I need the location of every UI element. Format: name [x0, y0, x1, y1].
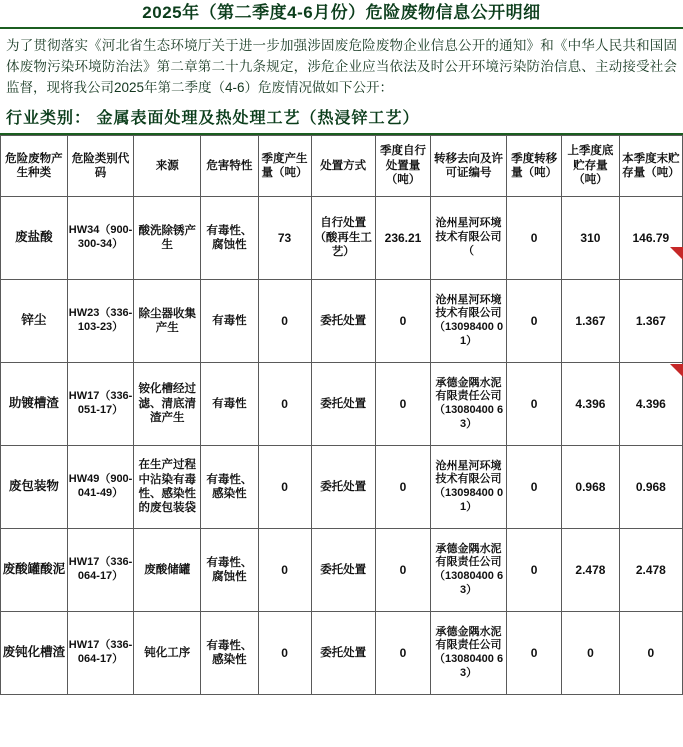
- cell-prev-storage: 2.478: [562, 529, 620, 612]
- header-cell: 季度自行处置量（吨）: [375, 136, 430, 197]
- cell-prev-storage: 0.968: [562, 446, 620, 529]
- cell-end-storage: 1.367: [619, 280, 682, 363]
- cell-waste-name: 废包装物: [1, 446, 68, 529]
- cell-destination: 沧州星河环境技术有限公司（13098400 01）: [431, 280, 507, 363]
- cell-waste-name: 废酸罐酸泥: [1, 529, 68, 612]
- cell-transfer: 0: [506, 529, 561, 612]
- cell-hazard: 有毒性: [201, 363, 259, 446]
- header-cell: 处置方式: [311, 136, 375, 197]
- header-cell: 上季度底贮存量（吨）: [562, 136, 620, 197]
- header-cell: 危害特性: [201, 136, 259, 197]
- cell-method: 自行处置（酸再生工艺）: [311, 197, 375, 280]
- title-bar: [0, 0, 683, 29]
- cell-end-storage: 0: [619, 612, 682, 695]
- cell-waste-name: 助镀槽渣: [1, 363, 68, 446]
- cell-end-storage: 4.396: [619, 363, 682, 446]
- page-title: 2025年（第二季度4-6月份）危险废物信息公开明细: [142, 3, 541, 22]
- table-row: [1, 612, 683, 695]
- table-row: [1, 363, 683, 446]
- cell-waste-name: 废盐酸: [1, 197, 68, 280]
- cell-prev-storage: 1.367: [562, 280, 620, 363]
- cell-quantity: 0: [258, 529, 311, 612]
- cell-method: 委托处置: [311, 446, 375, 529]
- cell-waste-code: HW23（336-103-23）: [67, 280, 134, 363]
- cell-self-disposal: 0: [375, 612, 430, 695]
- cell-waste-name: 废钝化槽渣: [1, 612, 68, 695]
- cell-quantity: 0: [258, 280, 311, 363]
- cell-source: 铵化槽经过滤、清底清渣产生: [134, 363, 201, 446]
- intro-paragraph: 为了贯彻落实《河北省生态环境厅关于进一步加强涉固废危险废物企业信息公开的通知》和《中华人民共和国固体废物污染环境防治法》第二章第二十九条规定，涉危企业应当依法及时公开环境污染防治信息、主动接受社会监督，现将我公司2025年第二季度（4-6）危废情况做如下公开：: [6, 38, 677, 96]
- header-cell: 转移去向及许可证编号: [431, 136, 507, 197]
- cell-hazard: 有毒性: [201, 280, 259, 363]
- cell-waste-code: HW17（336-064-17）: [67, 612, 134, 695]
- industry-category: 行业类别： 金属表面处理及热处理工艺（热浸锌工艺）: [6, 110, 420, 128]
- cell-destination: 沧州星河环境技术有限公司（: [431, 197, 507, 280]
- cell-method: 委托处置: [311, 529, 375, 612]
- cell-self-disposal: 236.21: [375, 197, 430, 280]
- cell-quantity: 0: [258, 612, 311, 695]
- cell-source: 在生产过程中沾染有毒性、感染性的废包装袋: [134, 446, 201, 529]
- table-header-row: [1, 136, 683, 197]
- cell-end-storage: 2.478: [619, 529, 682, 612]
- cell-hazard: 有毒性、感染性: [201, 446, 259, 529]
- cell-prev-storage: 0: [562, 612, 620, 695]
- cell-waste-code: HW17（336-051-17）: [67, 363, 134, 446]
- cell-source: 酸洗除锈产生: [134, 197, 201, 280]
- cell-prev-storage: 4.396: [562, 363, 620, 446]
- table-row: [1, 529, 683, 612]
- cell-waste-code: HW34（900-300-34）: [67, 197, 134, 280]
- header-cell: 来源: [134, 136, 201, 197]
- cell-waste-code: HW17（336-064-17）: [67, 529, 134, 612]
- cell-prev-storage: 310: [562, 197, 620, 280]
- cell-source: 除尘器收集产生: [134, 280, 201, 363]
- cell-destination: 承德金隅水泥有限责任公司（13080400 63）: [431, 363, 507, 446]
- cell-waste-name: 锌尘: [1, 280, 68, 363]
- cell-waste-code: HW49（900-041-49）: [67, 446, 134, 529]
- cell-quantity: 0: [258, 446, 311, 529]
- cell-hazard: 有毒性、感染性: [201, 612, 259, 695]
- cell-end-storage: 146.79: [619, 197, 682, 280]
- header-cell: 本季度末贮存量（吨）: [619, 136, 682, 197]
- cell-destination: 承德金隅水泥有限责任公司（13080400 63）: [431, 612, 507, 695]
- waste-disclosure-table: [0, 135, 683, 695]
- cell-destination: 承德金隅水泥有限责任公司（13080400 63）: [431, 529, 507, 612]
- header-cell: 季度转移量（吨）: [506, 136, 561, 197]
- cell-transfer: 0: [506, 197, 561, 280]
- cell-method: 委托处置: [311, 363, 375, 446]
- cell-hazard: 有毒性、腐蚀性: [201, 197, 259, 280]
- cell-destination: 沧州星河环境技术有限公司（13098400 01）: [431, 446, 507, 529]
- cell-quantity: 0: [258, 363, 311, 446]
- cell-source: 钝化工序: [134, 612, 201, 695]
- table-row: [1, 446, 683, 529]
- table-row: [1, 280, 683, 363]
- cell-self-disposal: 0: [375, 446, 430, 529]
- header-cell: 危险类别代码: [67, 136, 134, 197]
- cell-source: 废酸储罐: [134, 529, 201, 612]
- cell-transfer: 0: [506, 280, 561, 363]
- cell-quantity: 73: [258, 197, 311, 280]
- cell-hazard: 有毒性、腐蚀性: [201, 529, 259, 612]
- header-cell: 危险废物产生种类: [1, 136, 68, 197]
- cell-self-disposal: 0: [375, 280, 430, 363]
- cell-transfer: 0: [506, 446, 561, 529]
- cell-end-storage: 0.968: [619, 446, 682, 529]
- cell-method: 委托处置: [311, 612, 375, 695]
- cell-self-disposal: 0: [375, 363, 430, 446]
- table-row: [1, 197, 683, 280]
- cell-method: 委托处置: [311, 280, 375, 363]
- header-cell: 季度产生量（吨）: [258, 136, 311, 197]
- cell-transfer: 0: [506, 612, 561, 695]
- cell-transfer: 0: [506, 363, 561, 446]
- cell-self-disposal: 0: [375, 529, 430, 612]
- category-bar: [0, 103, 683, 135]
